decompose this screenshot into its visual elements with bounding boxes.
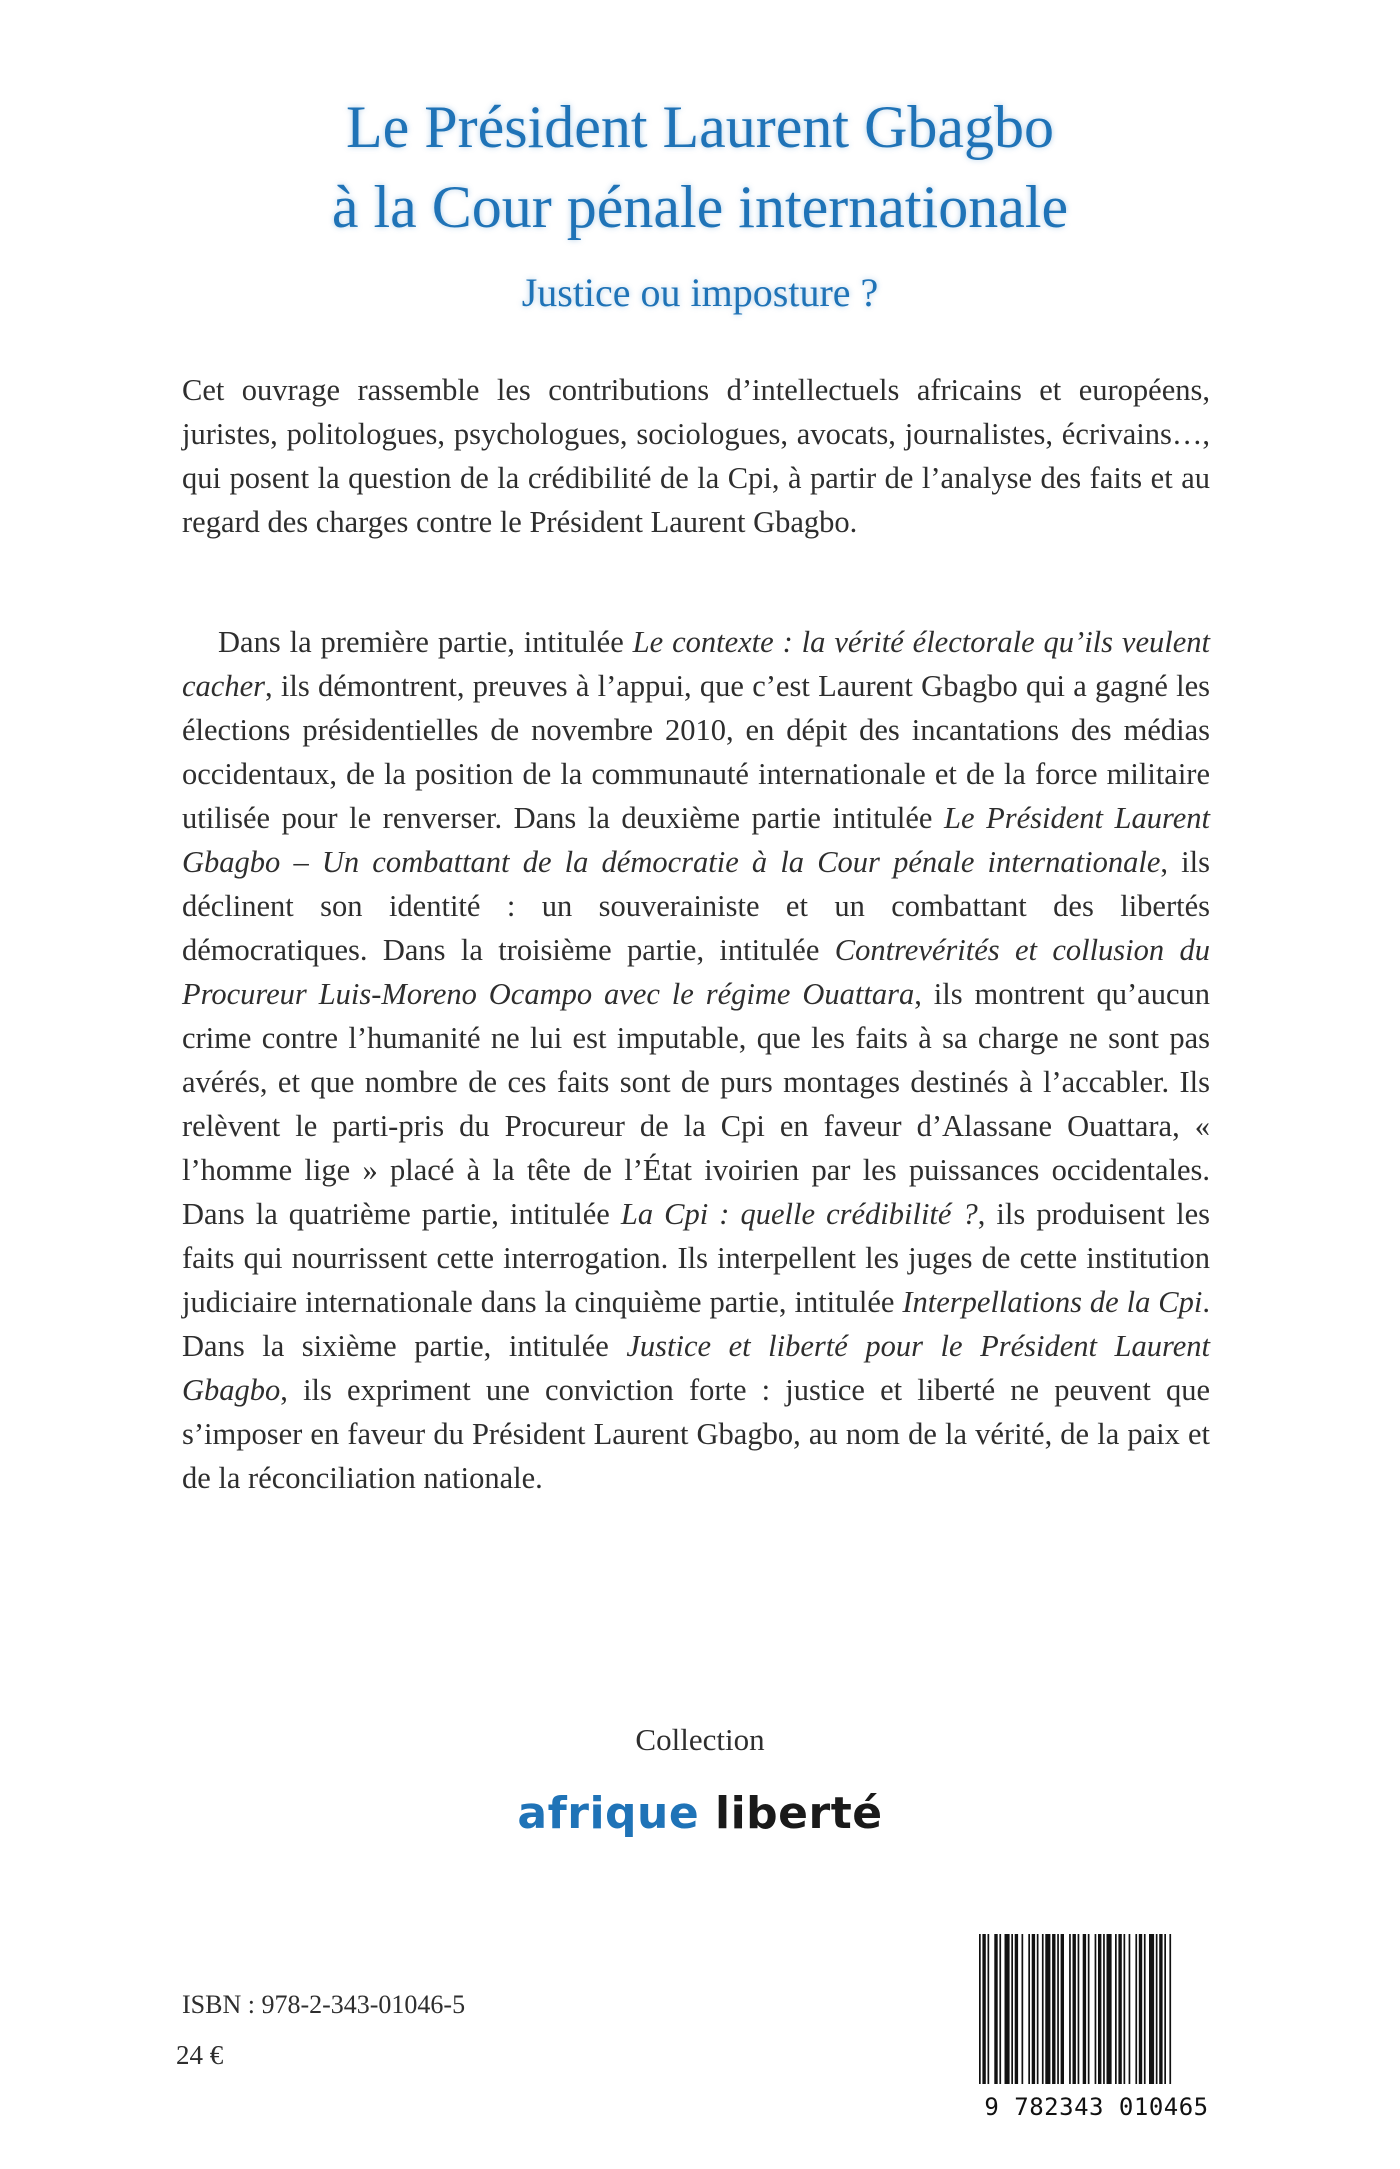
collection-logo: [0, 1788, 1400, 1839]
barcode-bar: [1022, 1934, 1024, 2084]
section-title-italic: Contrevérités et collusion du Procureur Luis-Moreno Ocampo avec le régime Ouattara: [182, 933, 1210, 1011]
barcode-bar: [994, 1934, 997, 2084]
barcode-bar: [979, 1934, 981, 2084]
barcode-bar: [1124, 1934, 1126, 2084]
logo-word-afrique: afrique: [517, 1788, 700, 1839]
barcode-bar: [1129, 1934, 1131, 2084]
barcode-bar: [982, 1934, 985, 2084]
barcode-bar: [1098, 1934, 1101, 2084]
barcode-bar: [1083, 1934, 1086, 2084]
section-title-italic: Justice et liberté pour le Président Laurent Gbagbo: [182, 1329, 1210, 1407]
barcode-bar: [1144, 1934, 1146, 2084]
summary-paragraph-1: [182, 368, 1210, 544]
barcode-bar: [1073, 1934, 1076, 2084]
paragraph-1-text: Cet ouvrage rassemble les contributions d’intellectuels africains et européens, juristes, politologues, psychologues, sociologues, avocats, journalistes, écrivains…, qui posent la question de la crédibilité de la Cpi, à partir de l’analyse des faits et au regard des charges contre le Président Laurent Gbagbo.: [182, 373, 1210, 539]
barcode-bar: [1042, 1934, 1044, 2084]
barcode-bar: [1149, 1934, 1154, 2084]
barcode-bar: [1015, 1934, 1018, 2084]
book-title-line1: Le Président Laurent Gbagbo: [345, 94, 1055, 160]
paragraph-2-segment: , ils produisent les faits qui nourrissent cette interrogation. Ils interpellent les juges de cette institution judiciaire internationale dans la cinquième partie, intitulée: [182, 1197, 1210, 1319]
barcode-bar: [1045, 1934, 1050, 2084]
section-title-italic: Le contexte : la vérité électorale qu’ils veulent cacher: [182, 625, 1210, 703]
barcode-bar: [1061, 1934, 1064, 2084]
barcode-bar: [999, 1934, 1001, 2084]
barcode-bar: [1037, 1934, 1039, 2084]
barcode-bar: [1069, 1934, 1071, 2084]
barcode-bar: [1088, 1934, 1090, 2084]
barcode-bar: [1169, 1934, 1171, 2084]
collection-label: Collection: [635, 1722, 765, 1757]
logo-word-liberte: liberté: [715, 1788, 883, 1839]
paragraph-2-segment: , ils déclinent son identité : un souverainiste et un combattant des libertés démocratiques. Dans la troisième partie, intitulée: [182, 845, 1210, 967]
barcode-bar: [1118, 1934, 1121, 2084]
summary-paragraph-2: [182, 620, 1210, 1500]
barcode-bar: [1028, 1934, 1030, 2084]
paragraph-2-segment: , ils montrent qu’aucun crime contre l’humanité ne lui est imputable, que les faits à sa charge ne sont pas avérés, et que nombre de ces faits sont de purs montages destinés à l’accabler. Ils relèvent le parti-pris du Procureur de la Cpi en faveur d’Alassane Ouattara, « l’homme lige » placé à la tête de l’État ivoirien par les puissances occidentales. Dans la quatrième partie, intitulée: [182, 977, 1210, 1231]
paragraph-2-segment: . Dans la sixième partie, intitulée: [182, 1285, 1210, 1363]
section-title-italic: La Cpi : quelle crédibilité ?: [620, 1197, 978, 1231]
barcode-bar: [1107, 1934, 1112, 2084]
price: 24 €: [176, 2040, 224, 2070]
barcode-bar: [1057, 1934, 1059, 2084]
barcode-bar: [1032, 1934, 1035, 2084]
paragraph-2-text: [182, 620, 1210, 1500]
barcode-bars: [965, 1930, 1228, 2090]
barcode-bar: [988, 1934, 990, 2084]
section-title-italic: Le Président Laurent Gbagbo – Un combattant de la démocratie à la Cour pénale internationale: [182, 801, 1210, 879]
barcode-bar: [1095, 1934, 1097, 2084]
paragraph-2-segment: Dans la première partie, intitulée: [218, 625, 633, 659]
barcode-bar: [1159, 1934, 1162, 2084]
barcode-bar: [1156, 1934, 1158, 2084]
barcode-bar: [1103, 1934, 1105, 2084]
barcode-bar: [1164, 1934, 1166, 2084]
barcode-icon: [965, 1930, 1228, 2120]
paragraph-2-segment: , ils expriment une conviction forte : justice et liberté ne peuvent que s’imposer en faveur du Président Laurent Gbagbo, au nom de la vérité, de la paix et de la réconciliation nationale.: [182, 1373, 1210, 1495]
barcode-bar: [1078, 1934, 1080, 2084]
barcode-digits: 9 782343 010465: [984, 2093, 1209, 2121]
barcode-bar: [1115, 1934, 1117, 2084]
barcode-bar: [1139, 1934, 1142, 2084]
book-subtitle: Justice ou imposture ?: [521, 270, 879, 315]
paragraph-2-segment: , ils démontrent, preuves à l’appui, que c’est Laurent Gbagbo qui a gagné les élections présidentielles de novembre 2010, en dépit des incantations des médias occidentaux, de la position de la communauté internationale et de la force militaire utilisée pour le renverser. Dans la deuxième partie intitulée: [182, 669, 1210, 835]
barcode-bar: [1052, 1934, 1055, 2084]
barcode-bar: [1135, 1934, 1137, 2084]
section-title-italic: Interpellations de la Cpi: [902, 1285, 1203, 1319]
book-title-line2: à la Cour pénale internationale: [331, 174, 1069, 240]
isbn-number: ISBN : 978-2-343-01046-5: [182, 1990, 466, 2019]
barcode-bar: [1005, 1934, 1010, 2084]
barcode-bar: [1011, 1934, 1013, 2084]
